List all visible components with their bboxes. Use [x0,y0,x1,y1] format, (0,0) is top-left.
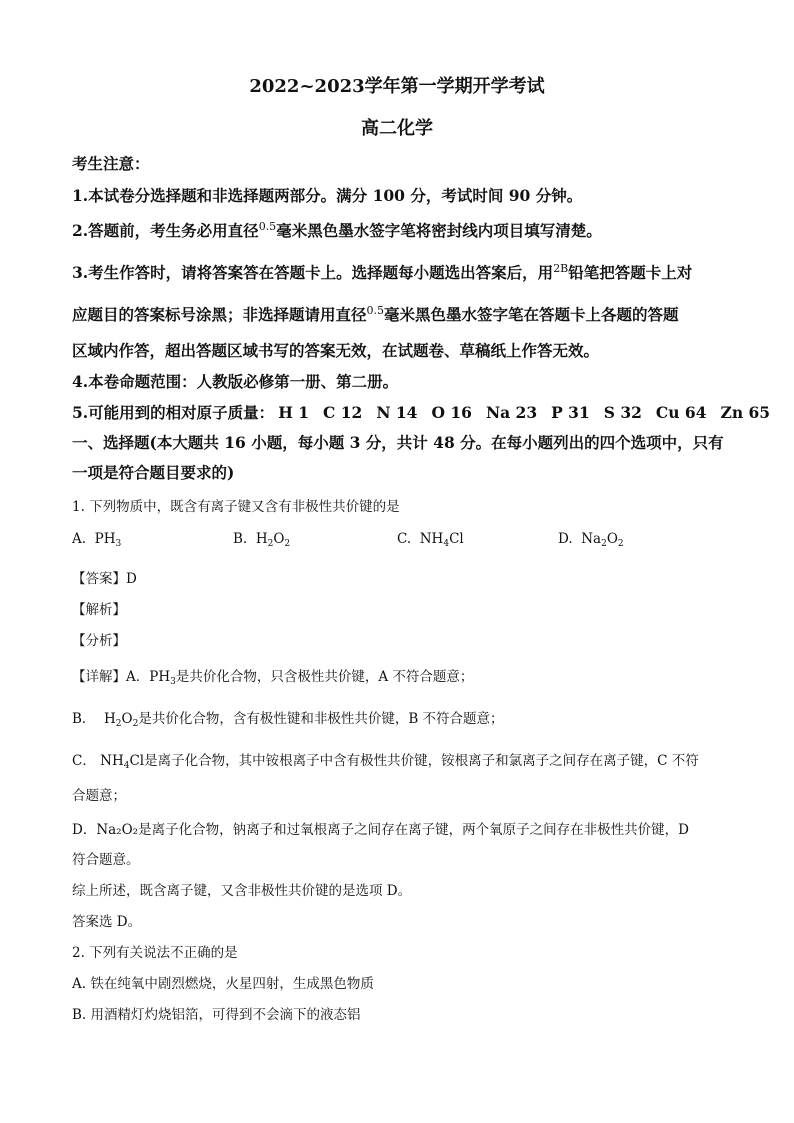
q1-final-answer: 答案选 D。 [72,914,142,930]
q1-answer: 【答案】D [72,571,137,587]
notice-item-4: 4.本卷命题范围：人教版必修第一册、第二册。 [72,372,399,391]
q1-options [72,531,722,551]
section-heading-cont: 一项是符合题目要求的) [72,463,235,482]
q1-detail-a: 【详解】A．$PH_3$是共价化合物，只含极性共价键，A 不符合题意； [72,669,474,687]
notice-item-1: 1.本试卷分选择题和非选择题两部分。满分 100 分，考试时间 90 分钟。 [72,186,583,205]
q1-summary: 综上所述，既含离子键，又含非极性共价键的是选项 D。 [72,883,412,899]
q2-option-a: A. 铁在纯氧中剧烈燃烧，火星四射，生成黑色物质 [72,976,374,992]
q2-stem: 2. 下列有关说法不正确的是 [72,945,238,961]
notice-item-3-end: 区域内作答，超出答题区域书写的答案无效，在试题卷、草稿纸上作答无效。 [72,341,600,360]
q1-detail-c-cont: 合题意； [72,788,126,804]
q1-stem: 1. 下列物质中，既含有离子键又含有非极性共价键的是 [72,499,400,515]
q2-option-b: B. 用酒精灯灼烧铝箔，可得到不会滴下的液态铝 [72,1007,361,1023]
q1-detail-d-cont: 符合题意。 [72,852,140,868]
q1-option-b: B. $H_2O_2$ [233,531,291,549]
exam-subtitle: 高二化学 [361,118,433,139]
q1-option-d: D. $Na_2O_2$ [558,531,624,549]
notice-item-3-cont: 应题目的答案标号涂黑；非选择题请用直径$^{0.5}$毫米黑色墨水签字笔在答题卡上各题的答题 [72,304,679,324]
q1-detail-d: D．Na₂O₂是离子化合物，钠离子和过氧根离子之间存在离子键，两个氧原子之间存在非极性共价键，D [72,822,689,838]
notice-item-2: 2.答题前，考生务必用直径$^{0.5}$毫米黑色墨水签字笔将密封线内项目填写清楚。 [72,220,602,240]
section-heading: 一、选择题(本大题共 16 小题，每小题 3 分，共计 48 分。在每小题列出的四个选项中，只有 [72,433,724,452]
exam-title: 2022~2023学年第一学期开学考试 [249,76,545,97]
q1-fenxi-tag: 【分析】 [72,633,126,649]
q1-detail-b: B． $H_2O_2$是共价化合物，含有极性键和非极性共价键，B 不符合题意； [72,711,504,729]
notice-item-3: 3.考生作答时，请将答案答在答题卡上。选择题每小题选出答案后，用$^{2B}$铅笔把答题卡上对 [72,262,693,282]
notice-item-5: 5.可能用到的相对原子质量： H 1 C 12 N 14 O 16 Na 23 P 31 S 32 Cu 64 Zn 65 [72,403,771,422]
q1-option-a: A. $PH_3$ [72,531,122,549]
q1-option-c: C. $NH_4Cl$ [397,531,464,549]
notice-heading: 考生注意： [72,154,150,173]
q1-detail-c: C． $NH_4Cl$是离子化合物，其中铵根离子中含有极性共价键，铵根离子和氯离子之间存在离子键，C 不符 [72,753,699,771]
q1-analysis-tag: 【解析】 [72,602,126,618]
